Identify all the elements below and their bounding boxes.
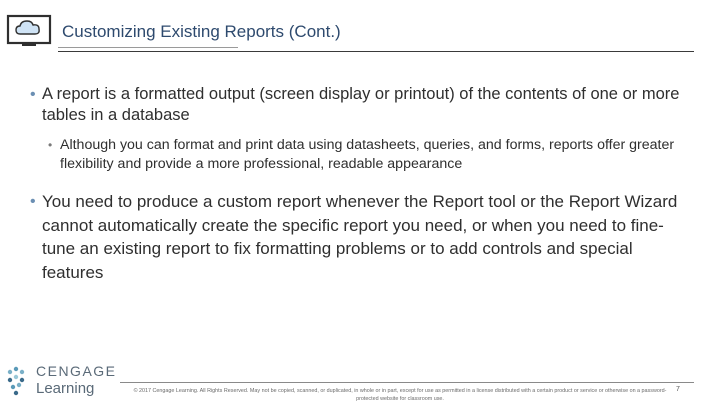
cloud-monitor-icon	[6, 12, 54, 48]
header-icon-wrap	[6, 12, 54, 48]
copyright-notice: © 2017 Cengage Learning. All Rights Reserved. May not be copied, scanned, or duplicated, in whole or in part, except for use as permitted in a license distributed with a certain product or service or otherwise on a password-protected website for classroom use.	[133, 388, 667, 402]
bullet-marker: •	[30, 193, 36, 210]
slide-title: Customizing Existing Reports (Cont.)	[62, 22, 341, 41]
bullet-1-text: A report is a formatted output (screen display or printout) of the contents of one or more tables in a database	[42, 85, 680, 124]
bullet-2-text: You need to produce a custom report whenever the Report tool or the Report Wizard cannot automatically create the specific report you need, or when you need to fine-tune an existing report to fix formatting problems or to add controls and special features	[42, 192, 678, 282]
cengage-logo	[4, 362, 144, 400]
logo-text-top: CENGAGE	[36, 363, 117, 379]
logo-text-bottom: Learning	[36, 380, 95, 397]
sub-bullet-1	[48, 136, 690, 174]
page-number: 7	[676, 386, 680, 393]
footer-divider	[120, 382, 694, 383]
title-underline	[58, 47, 238, 48]
cengage-dots-icon	[4, 364, 32, 396]
sub-bullet-marker: •	[48, 138, 53, 152]
bullet-1	[30, 84, 682, 126]
sub-bullet-1-text: Although you can format and print data using datasheets, queries, and forms, reports offer greater flexibility and provide a more professional, readable appearance	[60, 137, 675, 172]
title-divider	[58, 51, 694, 52]
bullet-marker: •	[30, 86, 36, 103]
bullet-2	[30, 190, 692, 284]
